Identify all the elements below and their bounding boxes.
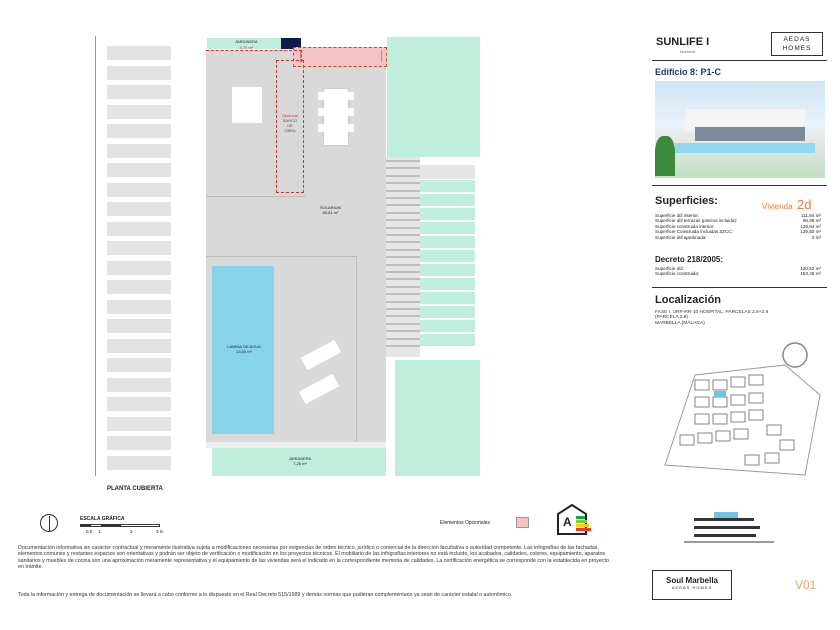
stair-step	[386, 338, 420, 340]
stair-step	[386, 175, 420, 177]
aedas-logo: AEDAS HOMES	[771, 32, 823, 56]
stair-step	[386, 249, 420, 251]
parking-stripe	[107, 378, 171, 392]
jardinera-top-label: JARDINERA 3,70 m²	[235, 39, 258, 50]
stair-step	[386, 345, 420, 347]
project-subtitle: Marbella	[680, 49, 696, 54]
green-stripe	[420, 222, 475, 235]
parking-stripe	[107, 85, 171, 99]
parking-stripe	[107, 163, 171, 177]
stair-step	[386, 323, 420, 325]
parking-stripe	[107, 241, 171, 255]
superficie-value: 111,84 m²	[800, 213, 821, 218]
parking-stripe	[107, 124, 171, 138]
loc-text: FASE I, URP-RR-10 HOSPITAL, PARCELAS 2.8+2.9 (PARCELA 2.8) MARBELLA (MÁLAGA)	[655, 310, 769, 326]
stair-step	[386, 308, 420, 310]
superficie-value: 96,98 m²	[802, 218, 821, 224]
green-stripe	[420, 334, 475, 347]
decreto-value: 153,45 m²	[800, 271, 821, 277]
green-stripe	[420, 208, 475, 221]
localizacion-title: Localización	[655, 294, 722, 306]
green-stripe	[420, 264, 475, 277]
decreto-label: Superficie útil:	[655, 266, 684, 271]
green-bottom-right	[395, 360, 480, 476]
stair-step	[386, 293, 420, 295]
stair-step	[386, 190, 420, 192]
green-stripe	[420, 320, 475, 333]
decreto-row	[655, 271, 821, 276]
plan-title: PLANTA CUBIERTA	[107, 486, 163, 492]
stair-step	[386, 315, 420, 317]
parking-stripe	[107, 358, 171, 372]
parking-stripe	[107, 339, 171, 353]
parking-stripe	[107, 300, 171, 314]
parking-stripe	[107, 456, 171, 470]
stair-step	[386, 160, 420, 162]
project-title: SUNLIFE I	[656, 36, 710, 48]
legend-optional-label: Elementos Opcionales	[440, 520, 491, 526]
section-icon	[684, 508, 774, 546]
parking-stripe	[107, 319, 171, 333]
green-stripe	[420, 306, 475, 319]
superficie-label: Superficie útil terrazas (piscina incluida):	[655, 218, 738, 224]
energy-letter: A	[563, 515, 572, 529]
soul-marbella-logo: Soul Marbella AEDAS HOMES	[652, 570, 732, 600]
stair-step	[386, 212, 420, 214]
stair-step	[386, 167, 420, 169]
stair-step	[386, 234, 420, 236]
north-icon	[40, 514, 58, 532]
version-label: V01	[795, 578, 817, 592]
scale-bar	[80, 524, 160, 527]
parking-stripe	[107, 183, 171, 197]
render-image	[655, 81, 825, 178]
superficie-label: Superficie Construida incluidas ZZCC:	[655, 229, 733, 235]
legal-paragraph-1: Documentación informativa sin carácter contractual y meramente ilustrativa sujeta a modificaciones necesarias por exigencias de orden técnico, jurídico o comercial de la dirección facultativa o autoridad competente. Las infografías de las fachadas, elementos comunes y restantes espacios son orientativas y podrán ser objeto de verificación o modificación en los proyectos técnicos. El mobiliario de las infografías interiores no está incluido, los acabados, calidades, colores, equipamiento, aparatos sanitarios y muebles de cocina son una aproximación meramente representativa y el equipamiento de las viviendas será el indicado en la correspondiente memoria de calidades. La certificación energética se corresponde con la establecida en proyecto en trámite.	[18, 545, 609, 570]
superficie-label: Superficie construida interior:	[655, 223, 715, 229]
scale-title: ESCALA GRÁFICA	[80, 516, 125, 522]
superficies-title: Superficies:	[655, 195, 718, 207]
parking-stripe	[107, 144, 171, 158]
stair-step	[386, 271, 420, 273]
green-top-right	[387, 37, 480, 157]
superficie-value: 0 m²	[811, 234, 821, 240]
energy-icon	[556, 504, 592, 536]
stair-step	[386, 264, 420, 266]
location-map	[655, 335, 825, 485]
parking-stripe	[107, 202, 171, 216]
parking-stripe	[107, 436, 171, 450]
pool-label: LAMINA DE AGUA 13,50 m²	[227, 344, 261, 354]
vivienda-label: Vivienda 2d	[762, 197, 812, 212]
green-stripe	[420, 278, 475, 291]
stair-step	[386, 182, 420, 184]
green-stripe	[420, 292, 475, 305]
parking-stripe	[107, 66, 171, 80]
stair-step	[386, 286, 420, 288]
stair-step	[386, 219, 420, 221]
parking-stripe	[107, 261, 171, 275]
stair-step	[386, 204, 420, 206]
stair-step	[386, 241, 420, 243]
plan-outline-left	[95, 36, 96, 476]
banco-label: Opcional BANCO DE OBRA	[282, 113, 298, 133]
parking-stripe	[107, 222, 171, 236]
building-title: Edificio 8: P1-C	[655, 67, 722, 77]
parking-stripe	[107, 417, 171, 431]
superficie-value: 129,84 m²	[800, 223, 821, 229]
stair-step	[386, 301, 420, 303]
superficie-row	[655, 235, 821, 240]
parking-stripe	[107, 46, 171, 60]
parking-stripe	[107, 105, 171, 119]
superficie-label: Superficie útil interior:	[655, 213, 700, 218]
parking-stripe	[107, 397, 171, 411]
jardinera-bottom-label: JARDINERA 7,26 m²	[288, 456, 312, 466]
superficie-value: 139,50 m²	[800, 229, 821, 235]
decreto-value: 120,52 m²	[800, 266, 821, 271]
legal-paragraph-2: Toda la información y entrega de documentación se llevará a cabo conforme a lo dispuesto en el Real Decreto 515/1989 y demás normas que pudieran complementario ya sean de carácter estatal o autonómico.	[18, 592, 513, 598]
stair-step	[386, 330, 420, 332]
stair-step	[386, 278, 420, 280]
green-stripe	[420, 194, 475, 207]
superficie-label: Superficie útil ajardinada:	[655, 234, 707, 240]
green-stripe	[420, 250, 475, 263]
legend-optional-swatch	[516, 517, 529, 528]
decreto-title: Decreto 218/2005:	[655, 255, 724, 264]
table-square	[232, 87, 262, 123]
dining-table	[323, 88, 349, 146]
green-stripe	[420, 236, 475, 249]
solarium-label: SOLARIUM 89,61 m²	[320, 205, 341, 215]
stair-step	[386, 256, 420, 258]
green-stripe	[420, 180, 475, 193]
stair-step	[386, 227, 420, 229]
stair-step	[386, 197, 420, 199]
decreto-label: Superficie construida:	[655, 271, 700, 277]
parking-stripe	[107, 280, 171, 294]
